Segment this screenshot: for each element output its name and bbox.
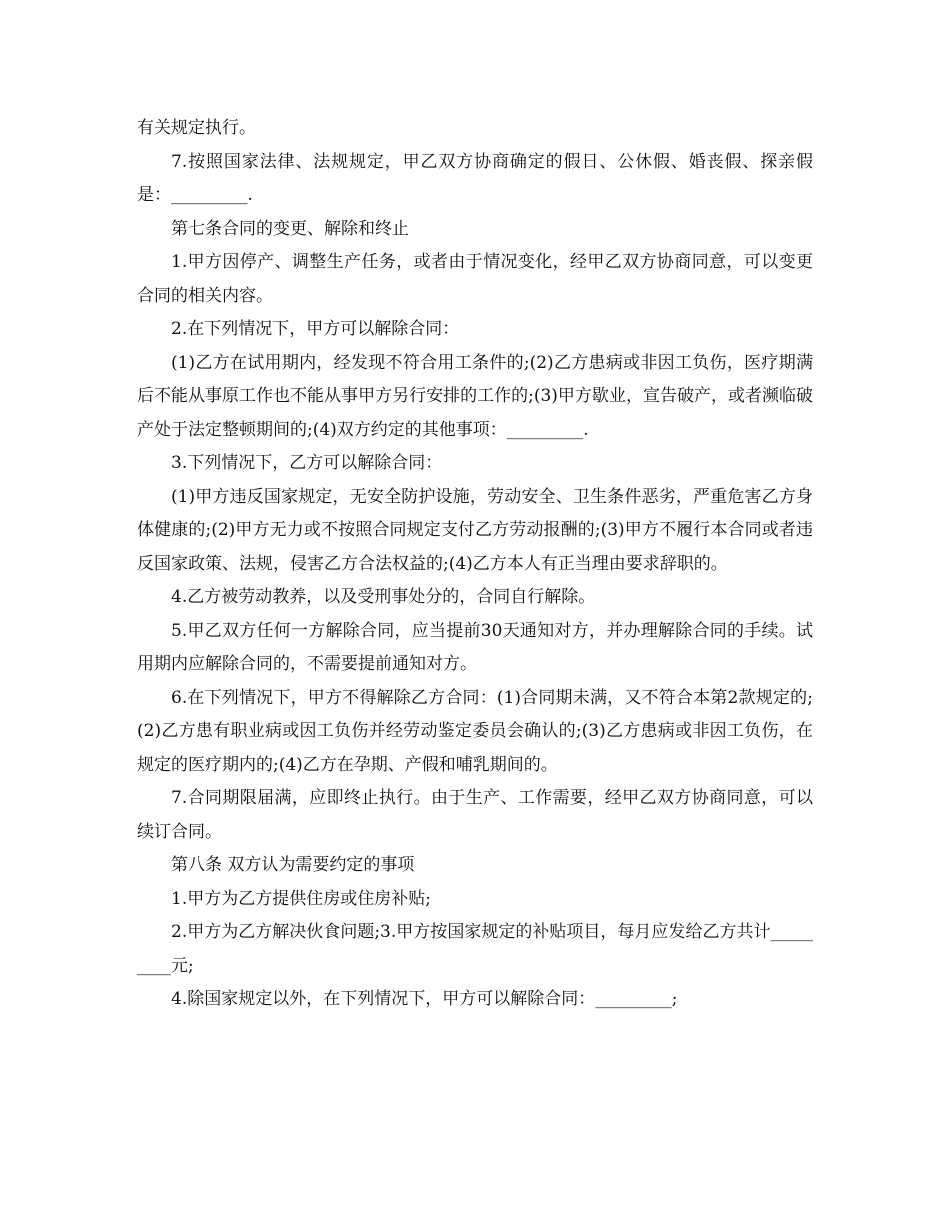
paragraph-4: 1.甲方因停产、调整生产任务，或者由于情况变化，经甲乙双方协商同意，可以变更合同的相关内容。 (137, 252, 813, 306)
paragraph-9: 4.乙方被劳动教养，以及受刑事处分的，合同自行解除。 (171, 587, 596, 607)
paragraph-14: 1.甲方为乙方提供住房或住房补贴; (171, 888, 431, 909)
paragraph-10: 5.甲乙双方任何一方解除合同，应当提前30天通知对方，并办理解除合同的手续。试用期内应解除合同的，不需要提前通知对方。 (137, 620, 813, 674)
paragraph-11: 6.在下列情况下，甲方不得解除乙方合同：(1)合同期未满，又不符合本第2款规定的;(2)乙方患有职业病或因工负伤并经劳动鉴定委员会确认的;(3)乙方患病或非因工负伤，在规定的医疗期内的;(4)乙方在孕期、产假和哺乳期间的。 (137, 687, 813, 775)
paragraph-12: 7.合同期限届满，应即终止执行。由于生产、工作需要，经甲乙双方协商同意，可以续订合同。 (137, 788, 813, 842)
paragraph-5: 2.在下列情况下，甲方可以解除合同： (171, 319, 460, 339)
document-body (137, 112, 813, 1017)
paragraph-7: 3.下列情况下，乙方可以解除合同： (171, 453, 443, 473)
section-heading-article-8: 第八条 双方认为需要约定的事项 (171, 855, 415, 875)
paragraph-6: (1)乙方在试用期内，经发现不符合用工条件的;(2)乙方患病或非因工负伤，医疗期满后不能从事原工作也不能从事甲方另行安排的工作的;(3)甲方歇业，宣告破产，或者濒临破产处于法定整顿期间的;(4)双方约定的其他事项：_________. (137, 352, 813, 440)
section-heading-article-7: 第七条合同的变更、解除和终止 (171, 218, 409, 239)
paragraph-16: 4.除国家规定以外，在下列情况下，甲方可以解除合同：_________; (171, 989, 678, 1009)
paragraph-15: 2.甲方为乙方解决伙食问题;3.甲方按国家规定的补贴项目，每月应发给乙方共计_________元; (137, 922, 813, 976)
paragraph-2: 7.按照国家法律、法规规定，甲乙双方协商确定的假日、公休假、婚丧假、探亲假是：_________. (137, 151, 813, 205)
paragraph-8: (1)甲方违反国家规定，无安全防护设施，劳动安全、卫生条件恶劣，严重危害乙方身体健康的;(2)甲方无力或不按照合同规定支付乙方劳动报酬的;(3)甲方不履行本合同或者违反国家政策、法规，侵害乙方合法权益的;(4)乙方本人有正当理由要求辞职的。 (137, 486, 813, 574)
paragraph-1: 有关规定执行。 (137, 118, 256, 138)
